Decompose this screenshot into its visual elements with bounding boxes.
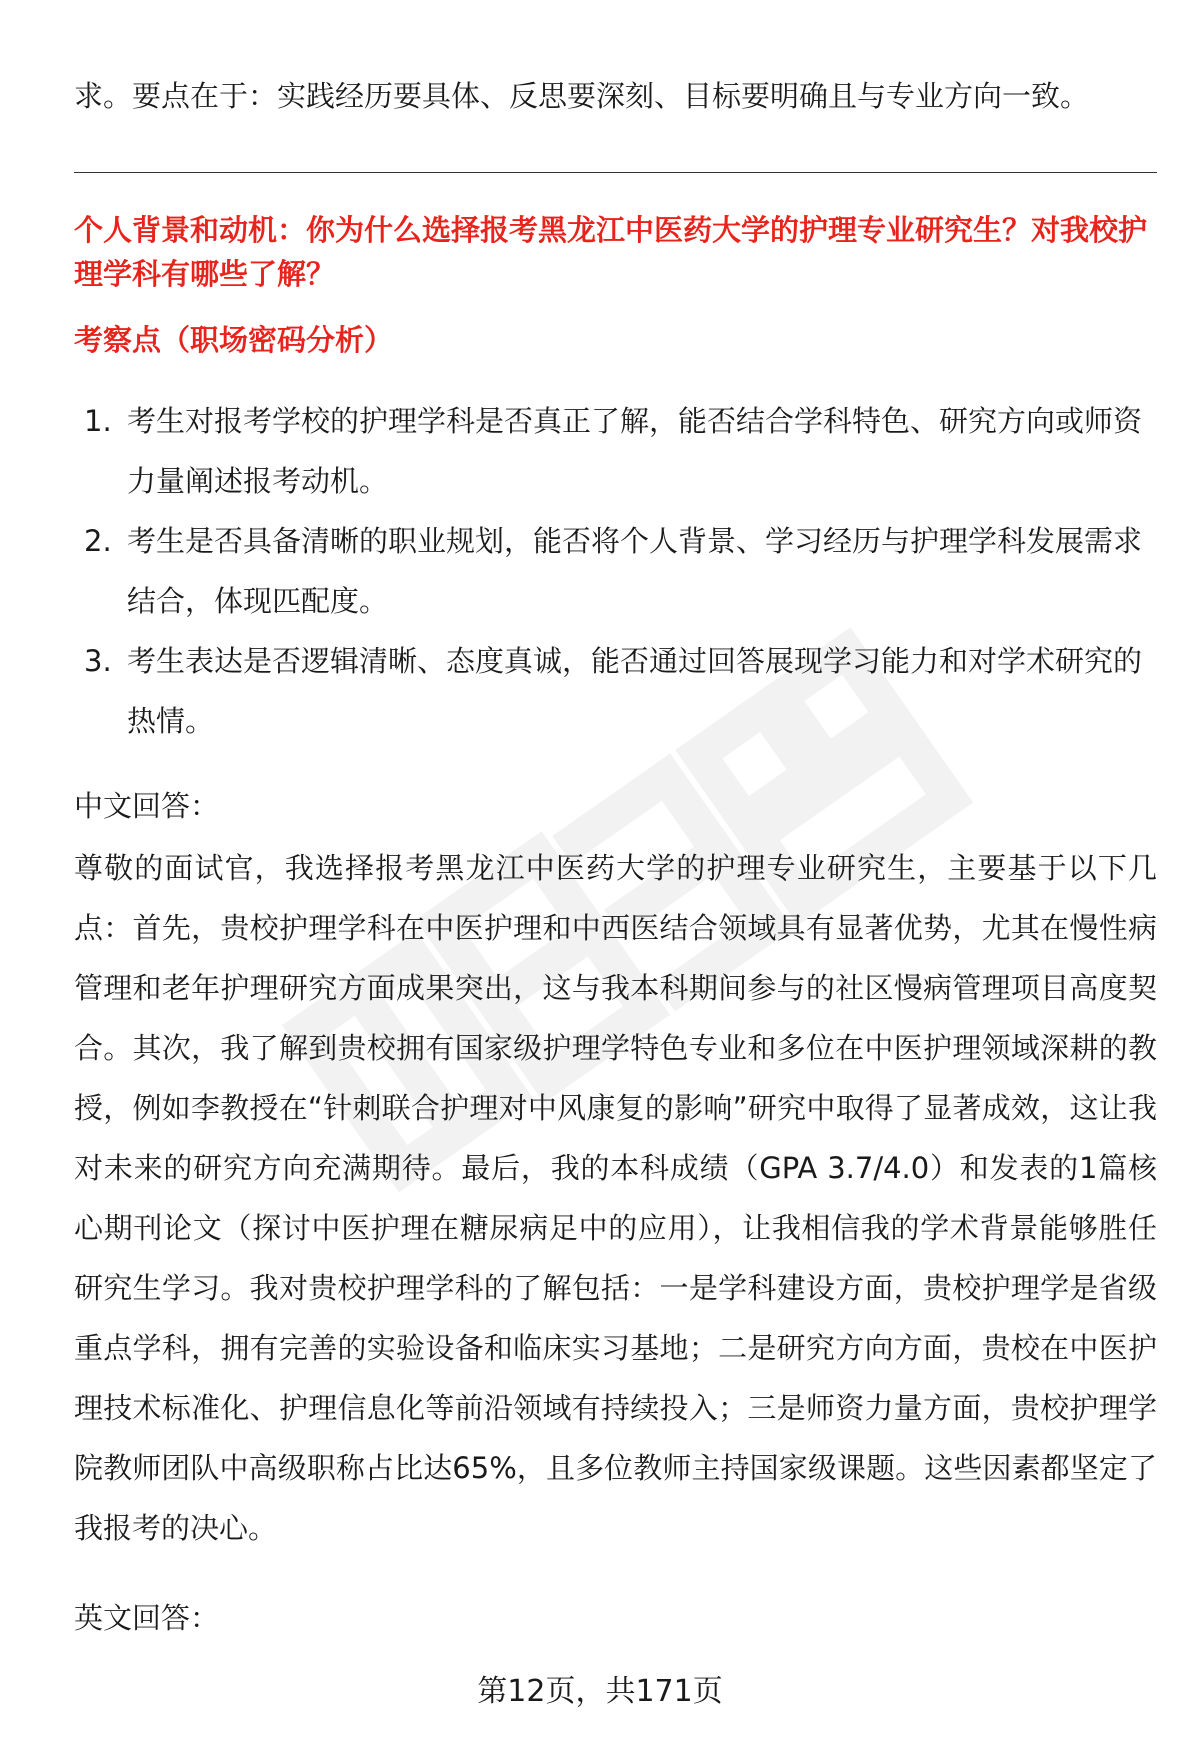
section-divider bbox=[74, 172, 1157, 173]
list-number: 2. bbox=[84, 524, 112, 558]
english-answer-label: 英文回答： bbox=[74, 1601, 220, 1635]
chinese-answer-text: 尊敬的面试官，我选择报考黑龙江中医药大学的护理专业研究生，主要基于以下几点：首先，贵校护理学科在中医护理和中西医结合领域具有显著优势，尤其在慢性病管理和老年护理研究方面成果突出，这与我本科期间参与的社区慢病管理项目高度契合。其次，我了解到贵校拥有国家级护理学特色专业和多位在中医护理领域深耕的教授，例如李教授在“针刺联合护理对中风康复的影响”研究中取得了显著成效，这让我对未来的研究方向充满期待。最后，我的本科成绩（GPA 3.7/4.0）和发表的1篇核心期刊论文（探讨中医护理在糖尿病足中的应用），让我相信我的学术背景能够胜任研究生学习。我对贵校护理学科的了解包括：一是学科建设方面，贵校护理学是省级重点学科，拥有完善的实验设备和临床实习基地；二是研究方向方面，贵校在中医护理技术标准化、护理信息化等前沿领域有持续投入；三是师资力量方面，贵校护理学院教师团队中高级职称占比达65%，且多位教师主持国家级课题。这些因素都坚定了我报考的决心。 bbox=[74, 851, 1157, 1545]
list-number: 3. bbox=[84, 644, 112, 678]
list-item bbox=[74, 511, 1157, 631]
chinese-answer-label: 中文回答： bbox=[74, 789, 220, 823]
page-number-footer: 第12页，共171页 bbox=[477, 1674, 723, 1709]
assessment-points-list bbox=[74, 391, 1157, 751]
question-heading: 个人背景和动机：你为什么选择报考黑龙江中医药大学的护理专业研究生？对我校护理学科有哪些了解？ bbox=[74, 213, 1148, 291]
list-number: 1. bbox=[84, 404, 112, 438]
intro-paragraph: 求。要点在于：实践经历要具体、反思要深刻、目标要明确且与专业方向一致。 bbox=[74, 79, 1090, 113]
list-item bbox=[74, 391, 1157, 511]
list-item bbox=[74, 631, 1157, 751]
list-text: 考生是否具备清晰的职业规划，能否将个人背景、学习经历与护理学科发展需求结合，体现匹配度。 bbox=[127, 524, 1143, 618]
list-text: 考生对报考学校的护理学科是否真正了解，能否结合学科特色、研究方向或师资力量阐述报考动机。 bbox=[127, 404, 1143, 498]
assessment-points-title: 考察点（职场密码分析） bbox=[74, 323, 394, 357]
list-text: 考生表达是否逻辑清晰、态度真诚，能否通过回答展现学习能力和对学术研究的热情。 bbox=[127, 644, 1143, 738]
